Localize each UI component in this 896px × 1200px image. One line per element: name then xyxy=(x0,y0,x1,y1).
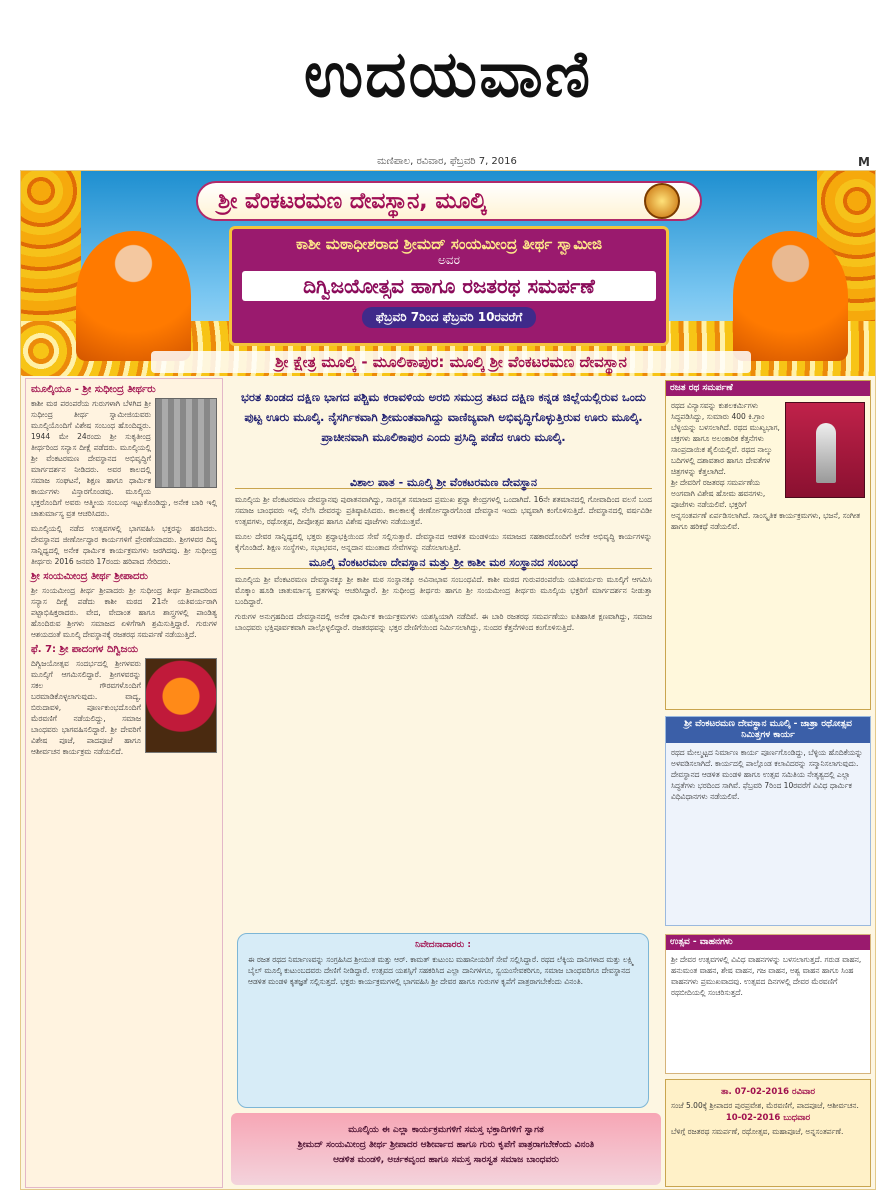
middle-heading-2: ಮೂಲ್ಕಿ ವೆಂಕಟರಮಣ ದೇವಸ್ಥಾನ ಮತ್ತು ಶ್ರೀ ಕಾಶೀ ಮಠ ಸಂಸ್ಥಾನದ ಸಂಬಂಧ xyxy=(235,557,652,569)
event-title-box xyxy=(229,226,669,346)
invitation-line-3: ಆಡಳಿತ ಮಂಡಳಿ, ಅರ್ಚಕವೃಂದ ಹಾಗೂ ಸಮಸ್ತ ಸಾರಸ್ವತ ಸಮಾಜ ಬಾಂಧವರು xyxy=(333,1155,559,1165)
silver-chariot-image xyxy=(785,402,865,498)
event-title: ದಿಗ್ವಿಜಯೋತ್ಸವ ಹಾಗೂ ರಜತರಥ ಸಮರ್ಪಣೆ xyxy=(242,271,656,301)
nivedane-text: ಈ ರಜತ ರಥದ ನಿರ್ಮಾಣವನ್ನು ಸಂಗ್ರಹಿಸಿದ ಶ್ರೀಯುತ ಮತ್ತು ಆರ್. ಕಾಮತ್ ಕುಟುಂಬ ಮಹಾನೀಯರಿಗೆ ಸೇವೆ ಸಲ್ಲಿಸಿದ್ದಾರೆ. ರಥದ ಲೆಕ್ಕಿಯ ದಾನಿಗಳಾದ ಮತ್ತು ಲಕ್ಷ್ಮಿ ಬೈಲ್ ಮೂಲ್ಕಿ ಕುಟುಂಬದವರು ದೇಣಿಗೆ ನೀಡಿದ್ದಾರೆ. ಉತ್ಸವದ ಯಶಸ್ಸಿಗೆ ಸಹಕರಿಸಿದ ಎಲ್ಲಾ ದಾನಿಗಳಿಗೂ, ಸ್ವಯಂಸೇವಕರಿಗೂ, ಸಮಾಜ ಬಾಂಧವರಿಗೂ ದೇವಸ್ಥಾನದ ಆಡಳಿತ ಮಂಡಳಿ ಕೃತಜ್ಞತೆ ಸಲ್ಲಿಸುತ್ತದೆ. ಭಕ್ತರು ಕಾರ್ಯಕ್ರಮಗಳಲ್ಲಿ ಭಾಗವಹಿಸಿ ಶ್ರೀ ದೇವರ ಹಾಗೂ ಗುರುಗಳ ಕೃಪೆಗೆ ಪಾತ್ರರಾಗಬೇಕೆಂದು ವಿನಂತಿ. xyxy=(248,955,635,986)
left-heading-1: ಮೂಲ್ಕಿಯೂ - ಶ್ರೀ ಸುಧೀಂದ್ರ ತೀರ್ಥರು xyxy=(31,384,156,395)
page-code: M xyxy=(858,155,870,169)
middle-text-1: ಮೂಲ್ಕಿಯ ಶ್ರೀ ವೆಂಕಟರಮಣ ದೇವಸ್ಥಾನವು ಪುರಾತನವಾಗಿದ್ದು, ಸಾರಸ್ವತ ಸಮಾಜದ ಪ್ರಮುಖ ಶ್ರದ್ಧಾ ಕೇಂದ್ರಗಳಲ್ಲಿ ಒಂದಾಗಿದೆ. 16ನೇ ಶತಮಾನದಲ್ಲಿ ಗೋವಾದಿಂದ ವಲಸೆ ಬಂದ ಸಮಾಜ ಬಾಂಧವರು ಇಲ್ಲಿ ನೆಲೆಸಿ ದೇವರನ್ನು ಪ್ರತಿಷ್ಠಾಪಿಸಿದರು. ಕಾಲಕಾಲಕ್ಕೆ ಜೀರ್ಣೋದ್ಧಾರಗೊಂಡ ದೇವಸ್ಥಾನ ಇಂದು ಭವ್ಯವಾಗಿ ಕಂಗೊಳಿಸುತ್ತಿದೆ. ದೇವಸ್ಥಾನದಲ್ಲಿ ವರ್ಷವಿಡೀ ಉತ್ಸವಗಳು, ರಥೋತ್ಸವ, ದೀಪೋತ್ಸವ ಹಾಗೂ ವಿಶೇಷ ಪೂಜೆಗಳು ನಡೆಯುತ್ತವೆ. xyxy=(235,495,652,526)
kshetra-title: ಶ್ರೀ ಕ್ಷೇತ್ರ ಮೂಲ್ಕಿ - ಮೂಲಿಕಾಪುರ: ಮೂಲ್ಕಿ ಶ್ರೀ ವೆಂಕಟರಮಣ ದೇವಸ್ಥಾನ xyxy=(151,351,751,373)
event-banner xyxy=(21,171,876,376)
left-text-1b: ಮೂಲ್ಕಿಯಲ್ಲಿ ನಡೆದ ಉತ್ಸವಗಳಲ್ಲಿ ಭಾಗವಹಿಸಿ ಭಕ್ತರನ್ನು ಹರಸಿದರು. ದೇವಸ್ಥಾನದ ಜೀರ್ಣೋದ್ಧಾರ ಕಾರ್ಯಗಳಿಗೆ ಪ್ರೇರಣೆಯಾದರು. ಶ್ರೀಗಳವರ ದಿವ್ಯ ಸಾನ್ನಿಧ್ಯದಲ್ಲಿ ಅನೇಕ ಧಾರ್ಮಿಕ ಕಾರ್ಯಕ್ರಮಗಳು ಜರಗಿದವು. ಶ್ರೀ ಸುಧೀಂದ್ರ ತೀರ್ಥರು 2016 ಜನವರಿ 17ರಂದು ಹರಿಪಾದ ಸೇರಿದರು. xyxy=(31,524,217,566)
temple-title: ಶ್ರೀ ವೆಂಕಟರಮಣ ದೇವಸ್ಥಾನ, ಮೂಲ್ಕಿ xyxy=(218,188,487,214)
right-box-jatra xyxy=(665,716,871,926)
deity-photo xyxy=(145,658,217,753)
avara-text: ಅವರ xyxy=(438,253,460,267)
deity-icon xyxy=(644,183,680,219)
right-heading-1: ರಜತ ರಥ ಸಮರ್ಪಣೆ xyxy=(666,381,870,396)
dateline: ಮಣಿಪಾಲ, ರವಿವಾರ, ಫೆಬ್ರವರಿ 7, 2016 xyxy=(377,156,517,167)
event-dates: ಫೆಬ್ರವರಿ 7ರಿಂದ ಫೆಬ್ರವರಿ 10ರವರೆಗೆ xyxy=(362,307,537,328)
left-heading-3: ಫೆ. 7: ಶ್ರೀ ಪಾದಂಗಳ ದಿಗ್ವಿಜಯ xyxy=(31,644,139,655)
right-text-3: ಶ್ರೀ ದೇವರ ಉತ್ಸವಗಳಲ್ಲಿ ವಿವಿಧ ವಾಹನಗಳನ್ನು ಬಳಸಲಾಗುತ್ತದೆ. ಗರುಡ ವಾಹನ, ಹನುಮಂತ ವಾಹನ, ಶೇಷ ವಾಹನ, ಗಜ ವಾಹನ, ಅಶ್ವ ವಾಹನ ಹಾಗೂ ಸಿಂಹ ವಾಹನಗಳು ಪ್ರಮುಖವಾದವು. ಉತ್ಸವದ ದಿನಗಳಲ್ಲಿ ದೇವರ ಮೆರವಣಿಗೆ ರಥಬೀದಿಯಲ್ಲಿ ಸಂಚರಿಸುತ್ತದೆ. xyxy=(671,955,862,997)
invitation-line-2: ಶ್ರೀಮದ್ ಸಂಯಮೀಂದ್ರ ತೀರ್ಥ ಶ್ರೀಪಾದರ ಆಶೀರ್ವಾದ ಹಾಗೂ ಗುರು ಕೃಪೆಗೆ ಪಾತ್ರರಾಗಬೇಕೆಂದು ವಿನಂತಿ xyxy=(297,1140,595,1150)
left-column xyxy=(25,378,223,1188)
advertorial-page xyxy=(20,170,876,1190)
historic-photo xyxy=(155,398,217,488)
temple-title-box xyxy=(196,181,702,221)
left-text-1: ಕಾಶೀ ಮಠ ಪರಂಪರೆಯ ಗುರುಗಳಾಗಿ ಬೆಳಗಿದ ಶ್ರೀ ಸುಧೀಂದ್ರ ತೀರ್ಥ ಸ್ವಾಮೀಜಿಯವರು ಮೂಲ್ಕಿಯೊಂದಿಗೆ ವಿಶೇಷ ಸಂಬಂಧ ಹೊಂದಿದ್ದರು. 1944 ಮೇ 24ರಂದು ಶ್ರೀ ಸುಕೃತೀಂದ್ರ ತೀರ್ಥರಿಂದ ಸನ್ಯಾಸ ದೀಕ್ಷೆ ಪಡೆದರು. ಮೂಲ್ಕಿಯಲ್ಲಿ ಶ್ರೀ ವೆಂಕಟರಮಣ ದೇವಸ್ಥಾನದ ಅಭಿವೃದ್ಧಿಗೆ ಮಾರ್ಗದರ್ಶನ ನೀಡಿದರು. ಅವರ ಕಾಲದಲ್ಲಿ ಸಮಾಜ ಸಂಘಟನೆ, ಶಿಕ್ಷಣ ಹಾಗೂ ಧಾರ್ಮಿಕ ಕಾರ್ಯಗಳು ವಿಸ್ತಾರಗೊಂಡವು. ಮೂಲ್ಕಿಯ ಭಕ್ತರೊಂದಿಗೆ ಅವರು ಆತ್ಮೀಯ ಸಂಬಂಧ ಇಟ್ಟುಕೊಂಡಿದ್ದು, ಅನೇಕ ಬಾರಿ ಇಲ್ಲಿ ಚಾತುರ್ಮಾಸ್ಯ ವ್ರತ ಆಚರಿಸಿದರು. xyxy=(31,399,217,518)
schedule-text-2: ಬೆಳಿಗ್ಗೆ ರಜತರಥ ಸಮರ್ಪಣೆ, ರಥೋತ್ಸವ, ಮಹಾಪೂಜೆ, ಅನ್ನಸಂತರ್ಪಣೆ. xyxy=(671,1127,844,1136)
schedule-text-1: ಸಂಜೆ 5.00ಕ್ಕೆ ಶ್ರೀಪಾದರ ಪುರಪ್ರವೇಶ, ಮೆರವಣಿಗೆ, ಪಾದಪೂಜೆ, ಆಶೀರ್ವಚನ. xyxy=(671,1101,859,1110)
swami-line: ಕಾಶೀ ಮಠಾಧೀಶರಾದ ಶ್ರೀಮದ್ ಸಂಯಮೀಂದ್ರ ತೀರ್ಥ ಸ್ವಾಮೀಜಿ xyxy=(295,235,603,253)
right-text-1b: ಶ್ರೀ ದೇವರಿಗೆ ರಜತರಥ ಸಮರ್ಪಣೆಯ ಅಂಗವಾಗಿ ವಿಶೇಷ ಹೋಮ ಹವನಗಳು, ಪೂಜೆಗಳು ನಡೆಯಲಿವೆ. ಭಕ್ತರಿಗೆ ಅನ್ನಸಂತರ್ಪಣೆ ಏರ್ಪಡಿಸಲಾಗಿದೆ. ಸಾಂಸ್ಕೃತಿಕ ಕಾರ್ಯಕ್ರಮಗಳು, ಭಜನೆ, ಸಂಗೀತ ಹಾಗೂ ಹರಿಕಥೆ ನಡೆಯಲಿವೆ. xyxy=(671,478,861,531)
right-box-schedule xyxy=(665,1079,871,1187)
left-text-3: ದಿಗ್ವಿಜಯೋತ್ಸವ ಸಂದರ್ಭದಲ್ಲಿ ಶ್ರೀಗಳವರು ಮೂಲ್ಕಿಗೆ ಆಗಮಿಸಲಿದ್ದಾರೆ. ಶ್ರೀಗಳವರನ್ನು ಸಕಲ ಗೌರವಗಳೊಂದಿಗೆ ಬರಮಾಡಿಕೊಳ್ಳಲಾಗುವುದು. ವಾದ್ಯ, ಬಿರುದಾವಳಿ, ಪೂರ್ಣಕುಂಭದೊಂದಿಗೆ ಮೆರವಣಿಗೆ ನಡೆಯಲಿದ್ದು, ಸಮಾಜ ಬಾಂಧವರು ಭಾಗವಹಿಸಲಿದ್ದಾರೆ. ಶ್ರೀ ದೇವರಿಗೆ ವಿಶೇಷ ಪೂಜೆ, ಪಾದಪೂಜೆ ಹಾಗೂ ಆಶೀರ್ವಚನ ಕಾರ್ಯಕ್ರಮ ನಡೆಯಲಿದೆ. xyxy=(31,659,141,756)
masthead xyxy=(0,0,896,150)
swami-portrait-left xyxy=(76,231,191,361)
schedule-date-1: ತಾ. 07-02-2016 ರವಿವಾರ xyxy=(721,1087,815,1097)
right-box-ratha xyxy=(665,380,871,710)
right-box-vahana xyxy=(665,934,871,1074)
invitation-line-1: ಮೂಲ್ಕಿಯ ಈ ಎಲ್ಲಾ ಕಾರ್ಯಕ್ರಮಗಳಿಗೆ ಸಮಸ್ತ ಭಕ್ತಾದಿಗಳಿಗೆ ಸ್ವಾಗತ xyxy=(348,1125,544,1135)
nivedane-box xyxy=(237,933,649,1108)
left-text-2: ಶ್ರೀ ಸಂಯಮೀಂದ್ರ ತೀರ್ಥ ಶ್ರೀಪಾದರು ಶ್ರೀ ಸುಧೀಂದ್ರ ತೀರ್ಥ ಶ್ರೀಪಾದರಿಂದ ಸನ್ಯಾಸ ದೀಕ್ಷೆ ಪಡೆದು ಕಾಶೀ ಮಠದ 21ನೇ ಯತಿವರ್ಯರಾಗಿ ಪಟ್ಟಾಭಿಷಿಕ್ತರಾದರು. ವೇದ, ವೇದಾಂತ ಹಾಗೂ ಶಾಸ್ತ್ರಗಳಲ್ಲಿ ಪಾಂಡಿತ್ಯ ಹೊಂದಿರುವ ಶ್ರೀಗಳು ಸಮಾಜದ ಏಳಿಗೆಗಾಗಿ ಶ್ರಮಿಸುತ್ತಿದ್ದಾರೆ. ಗುರುಗಳ ಆಶಯದಂತೆ ಮೂಲ್ಕಿ ದೇವಸ್ಥಾನಕ್ಕೆ ರಜತರಥ ಸಮರ್ಪಣೆ ನಡೆಯುತ್ತಿದೆ. xyxy=(31,586,217,639)
middle-text-3: ಮೂಲ್ಕಿಯ ಶ್ರೀ ವೆಂಕಟರಮಣ ದೇವಸ್ಥಾನಕ್ಕೂ ಶ್ರೀ ಕಾಶೀ ಮಠ ಸಂಸ್ಥಾನಕ್ಕೂ ಅವಿನಾಭಾವ ಸಂಬಂಧವಿದೆ. ಕಾಶೀ ಮಠದ ಗುರುಪರಂಪರೆಯ ಯತಿವರ್ಯರು ಮೂಲ್ಕಿಗೆ ಆಗಮಿಸಿ ಮೊಕ್ಕಾಂ ಹೂಡಿ ಚಾತುರ್ಮಾಸ್ಯ ವ್ರತಗಳನ್ನು ಆಚರಿಸಿದ್ದಾರೆ. ಶ್ರೀ ಸುಧೀಂದ್ರ ತೀರ್ಥರು ಹಾಗೂ ಶ್ರೀ ಸಂಯಮೀಂದ್ರ ತೀರ್ಥರು ಮೂಲ್ಕಿಯ ಭಕ್ತರಿಗೆ ಮಾರ್ಗದರ್ಶನ ನೀಡುತ್ತಾ ಬಂದಿದ್ದಾರೆ. xyxy=(235,575,652,606)
middle-column xyxy=(231,473,656,933)
right-heading-2: ಶ್ರೀ ವೆಂಕಟರಮಣ ದೇವಸ್ಥಾನ ಮೂಲ್ಕಿ - ಜಾತ್ರಾ ರಥೋತ್ಸವ ನಿಮಿತ್ತಗಳ ಕಾರ್ಯ xyxy=(666,717,870,743)
middle-text-2: ಮೂಲ ದೇವರ ಸಾನ್ನಿಧ್ಯದಲ್ಲಿ ಭಕ್ತರು ಶ್ರದ್ಧಾಭಕ್ತಿಯಿಂದ ಸೇವೆ ಸಲ್ಲಿಸುತ್ತಾರೆ. ದೇವಸ್ಥಾನದ ಆಡಳಿತ ಮಂಡಳಿಯು ಸಮಾಜದ ಸಹಕಾರದೊಂದಿಗೆ ಅನೇಕ ಅಭಿವೃದ್ಧಿ ಕಾರ್ಯಗಳನ್ನು ಕೈಗೊಂಡಿದೆ. ಶಿಕ್ಷಣ ಸಂಸ್ಥೆಗಳು, ಸಭಾಭವನ, ಅನ್ನದಾನ ಮುಂತಾದ ಸೇವೆಗಳನ್ನು ನಡೆಸಲಾಗುತ್ತಿದೆ. xyxy=(235,532,652,552)
left-heading-2: ಶ್ರೀ ಸಂಯಮೀಂದ್ರ ತೀರ್ಥ ಶ್ರೀಪಾದರು xyxy=(31,571,148,582)
right-heading-3: ಉತ್ಸವ - ವಾಹನಗಳು xyxy=(666,935,870,950)
swami-portrait-right xyxy=(733,231,848,361)
intro-text: ಭರತ ಖಂಡದ ದಕ್ಷಿಣ ಭಾಗದ ಪಶ್ಚಿಮ ಕರಾವಳಿಯ ಅರಬಿ ಸಮುದ್ರ ತಟದ ದಕ್ಷಿಣ ಕನ್ನಡ ಜಿಲ್ಲೆಯಲ್ಲಿರುವ ಒಂದು ಪುಟ್ಟ ಊರು ಮೂಲ್ಕಿ. ನೈಸರ್ಗಿಕವಾಗಿ ಶ್ರೀಮಂತವಾಗಿದ್ದು ವಾಣಿಜ್ಯವಾಗಿ ಅಭಿವೃದ್ಧಿಗೊಳ್ಳುತ್ತಿರುವ ಊರು ಮೂಲ್ಕಿ. ಪ್ರಾಚೀನವಾಗಿ ಮೂಲಿಕಾಪುರ ಎಂದು ಪ್ರಸಿದ್ಧಿ ಪಡೆದ ಊರು ಮೂಲ್ಕಿ. xyxy=(241,390,646,444)
schedule-date-2: 10-02-2016 ಬುಧವಾರ xyxy=(725,1113,811,1123)
nivedane-heading: ನಿವೇದನಾದಾರರು : xyxy=(415,940,471,950)
bottom-invitation-strip xyxy=(231,1113,661,1185)
newspaper-logo: ಉದಯವಾಣಿ xyxy=(303,38,593,112)
middle-text-4: ಗುರುಗಳ ಅನುಗ್ರಹದಿಂದ ದೇವಸ್ಥಾನದಲ್ಲಿ ಅನೇಕ ಧಾರ್ಮಿಕ ಕಾರ್ಯಕ್ರಮಗಳು ಯಶಸ್ವಿಯಾಗಿ ನಡೆದಿವೆ. ಈ ಬಾರಿ ರಜತರಥ ಸಮರ್ಪಣೆಯು ಐತಿಹಾಸಿಕ ಕ್ಷಣವಾಗಿದ್ದು, ಸಮಾಜ ಬಾಂಧವರು ಭಕ್ತಿಪೂರ್ವಕವಾಗಿ ಪಾಲ್ಗೊಳ್ಳಲಿದ್ದಾರೆ. ರಜತರಥವನ್ನು ಭಕ್ತರ ದೇಣಿಗೆಯಿಂದ ನಿರ್ಮಿಸಲಾಗಿದ್ದು, ಸುಂದರ ಕೆತ್ತನೆಗಳಿಂದ ಕಂಗೊಳಿಸುತ್ತಿದೆ. xyxy=(235,612,652,632)
right-text-1: ರಥದ ವಿನ್ಯಾಸವನ್ನು ಕುಶಲಕರ್ಮಿಗಳು ಸಿದ್ಧಪಡಿಸಿದ್ದು, ಸುಮಾರು 400 ಕಿ.ಗ್ರಾಂ ಬೆಳ್ಳಿಯನ್ನು ಬಳಸಲಾಗಿದೆ. ರಥದ ಮುಖ್ಯಭಾಗ, ಚಕ್ರಗಳು ಹಾಗೂ ಅಲಂಕಾರಿಕ ಕೆತ್ತನೆಗಳು ಸಾಂಪ್ರದಾಯಿಕ ಶೈಲಿಯಲ್ಲಿವೆ. ರಥದ ನಾಲ್ಕು ಬದಿಗಳಲ್ಲಿ ದಶಾವತಾರ ಹಾಗೂ ದೇವತೆಗಳ ಚಿತ್ರಗಳನ್ನು ಕೆತ್ತಲಾಗಿದೆ. xyxy=(671,401,780,476)
middle-heading-1: ವಿಶಾಲ ಪಾತ - ಮೂಲ್ಕಿ ಶ್ರೀ ವೆಂಕಟರಮಣ ದೇವಸ್ಥಾನ xyxy=(235,477,652,489)
right-text-2: ರಥದ ಮೇಲ್ಮಟ್ಟದ ನಿರ್ಮಾಣ ಕಾರ್ಯ ಪೂರ್ಣಗೊಂಡಿದ್ದು, ಬೆಳ್ಳಿಯ ಹೊದಿಕೆಯನ್ನು ಅಳವಡಿಸಲಾಗಿದೆ. ಕಾರ್ಯದಲ್ಲಿ ಪಾಲ್ಗೊಂಡ ಕಲಾವಿದರನ್ನು ಸನ್ಮಾನಿಸಲಾಗುವುದು. ದೇವಸ್ಥಾನದ ಆಡಳಿತ ಮಂಡಳಿ ಹಾಗೂ ಉತ್ಸವ ಸಮಿತಿಯ ನೇತೃತ್ವದಲ್ಲಿ ಎಲ್ಲಾ ಸಿದ್ಧತೆಗಳು ಭರದಿಂದ ಸಾಗಿವೆ. ಫೆಬ್ರವರಿ 7ರಿಂದ 10ರವರೆಗೆ ವಿವಿಧ ಧಾರ್ಮಿಕ ವಿಧಿವಿಧಾನಗಳು ನಡೆಯಲಿವೆ. xyxy=(671,748,863,801)
